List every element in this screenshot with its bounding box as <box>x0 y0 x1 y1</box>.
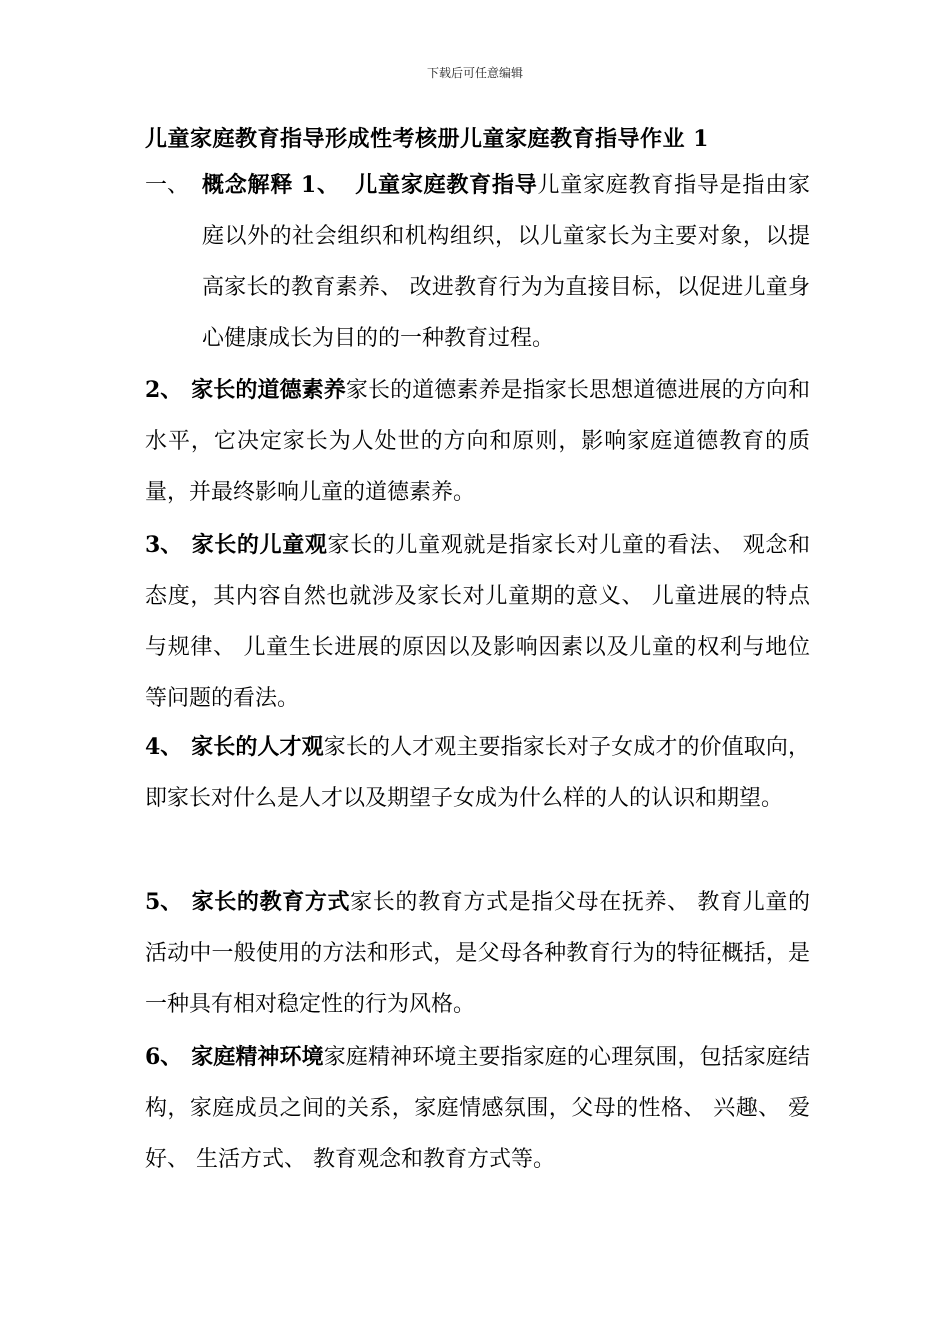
definition-item <box>145 1032 810 1185</box>
item-number: 2、 <box>145 377 183 403</box>
section-one <box>145 160 810 364</box>
term: 家长的教育方式 <box>191 889 351 915</box>
document-title: 儿童家庭教育指导形成性考核册儿童家庭教育指导作业 1 <box>145 126 709 152</box>
definition: 家长的儿童观就是指家长对儿童的看法、 观念和态度，其内容自然也就涉及家长对儿童期的意义、 儿童进展的特点与规律、 儿童生长进展的原因以及影响因素以及儿童的权利与地位等问题的看法。 <box>145 533 810 711</box>
item-number: 1、 <box>300 172 340 198</box>
definition-item <box>145 520 810 724</box>
term: 家庭精神环境 <box>191 1044 324 1070</box>
page-header: 下载后可任意编辑 <box>426 66 523 80</box>
definition: 家庭精神环境主要指家庭的心理氛围，包括家庭结构，家庭成员之间的关系，家庭情感氛围，父母的性格、 兴趣、 爱好、 生活方式、 教育观念和教育方式等。 <box>145 1045 810 1172</box>
term: 儿童家庭教育指导 <box>355 172 538 198</box>
section-one-body <box>202 160 810 364</box>
definition-item <box>145 365 810 518</box>
term: 家长的人才观 <box>191 734 324 760</box>
item-number: 5、 <box>145 889 183 915</box>
definition: 家长的道德素养是指家长思想道德进展的方向和水平，它决定家长为人处世的方向和原则，影响家庭道德教育的质量，并最终影响儿童的道德素养。 <box>145 378 810 505</box>
definition: 儿童家庭教育指导是指由家庭以外的社会组织和机构组织，以儿童家长为主要对象，以提高家长的教育素养、 改进教育行为为直接目标，以促进儿童身心健康成长为目的的一种教育过程。 <box>202 173 810 351</box>
term: 家长的道德素养 <box>191 377 346 403</box>
term: 家长的儿童观 <box>191 532 328 558</box>
item-number: 6、 <box>145 1044 183 1070</box>
definition: 家长的教育方式是指父母在抚养、 教育儿童的活动中一般使用的方法和形式，是父母各种教育行为的特征概括，是一种具有相对稳定性的行为风格。 <box>145 890 810 1017</box>
definition: 家长的人才观主要指家长对子女成才的价值取向，即家长对什么是人才以及期望子女成为什么样的人的认识和期望。 <box>145 735 810 811</box>
section-heading: 概念解释 <box>202 172 294 198</box>
item-number: 3、 <box>145 532 183 558</box>
definition-item <box>145 877 810 1030</box>
section-number: 一、 <box>145 173 190 198</box>
definition-item <box>145 722 810 824</box>
item-number: 4、 <box>145 734 183 760</box>
